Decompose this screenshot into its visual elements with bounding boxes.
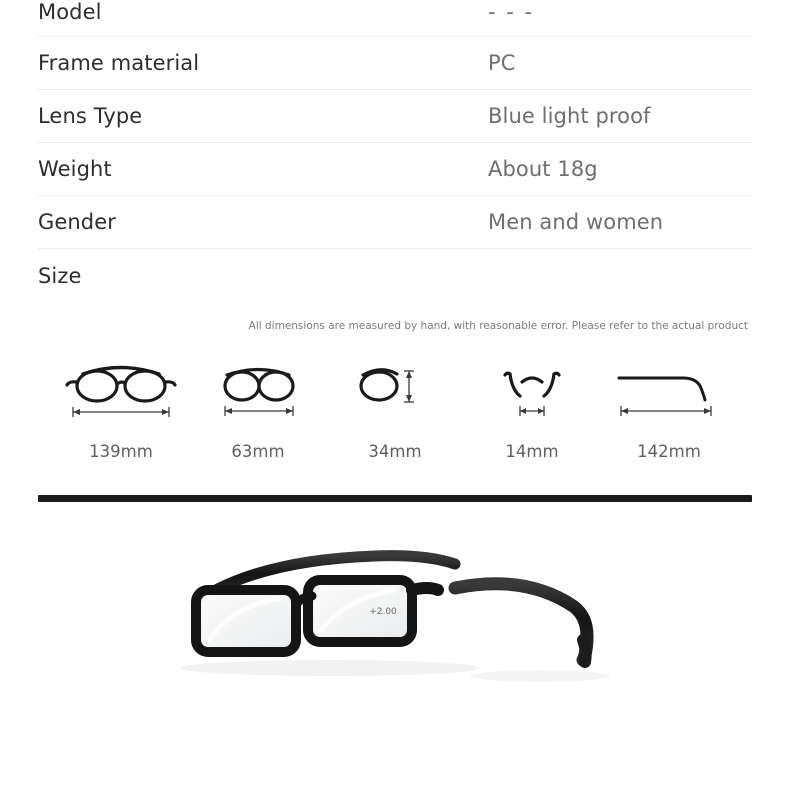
product-photo-inner	[0, 518, 790, 758]
table-row	[38, 37, 752, 90]
table-row	[38, 196, 752, 249]
lens-diopter-marking: +2.00	[369, 607, 397, 617]
spec-value: PC	[488, 51, 516, 75]
dimension-value: 139mm	[89, 442, 153, 461]
dimension-item-total-width	[59, 356, 183, 461]
spec-label: Frame material	[38, 51, 200, 75]
dimension-value: 142mm	[637, 442, 701, 461]
spec-value: Men and women	[488, 210, 664, 234]
measurement-disclaimer: All dimensions are measured by hand, with reasonable error. Please refer to the actual product	[248, 320, 748, 332]
spec-label: Lens Type	[38, 104, 143, 128]
spec-value: - - -	[488, 0, 535, 24]
dimension-item-lens-height	[333, 356, 457, 461]
spec-value: About 18g	[488, 157, 598, 181]
specification-table	[38, 0, 752, 302]
glasses-lens-width-icon	[196, 356, 320, 428]
spec-value: Blue light proof	[488, 104, 651, 128]
dimension-value: 34mm	[368, 442, 422, 461]
product-photo	[0, 518, 790, 758]
spec-label: Model	[38, 0, 102, 24]
spec-label: Gender	[38, 210, 116, 234]
glasses-lens-height-icon	[333, 356, 457, 428]
glasses-front-full-icon	[59, 356, 183, 428]
table-row	[38, 249, 752, 302]
dimension-item-temple-length	[607, 356, 731, 461]
dimension-item-lens-width	[196, 356, 320, 461]
dimension-diagram-strip	[59, 356, 731, 461]
dimension-value: 14mm	[505, 442, 559, 461]
table-row	[38, 143, 752, 196]
section-divider-bar	[38, 495, 752, 502]
dimension-value: 63mm	[231, 442, 285, 461]
table-row	[38, 90, 752, 143]
spec-label: Size	[38, 263, 82, 288]
table-row	[38, 0, 752, 37]
glasses-temple-icon	[607, 356, 731, 428]
glasses-bridge-icon	[470, 356, 594, 428]
dimension-item-bridge-width	[470, 356, 594, 461]
spec-label: Weight	[38, 157, 112, 181]
